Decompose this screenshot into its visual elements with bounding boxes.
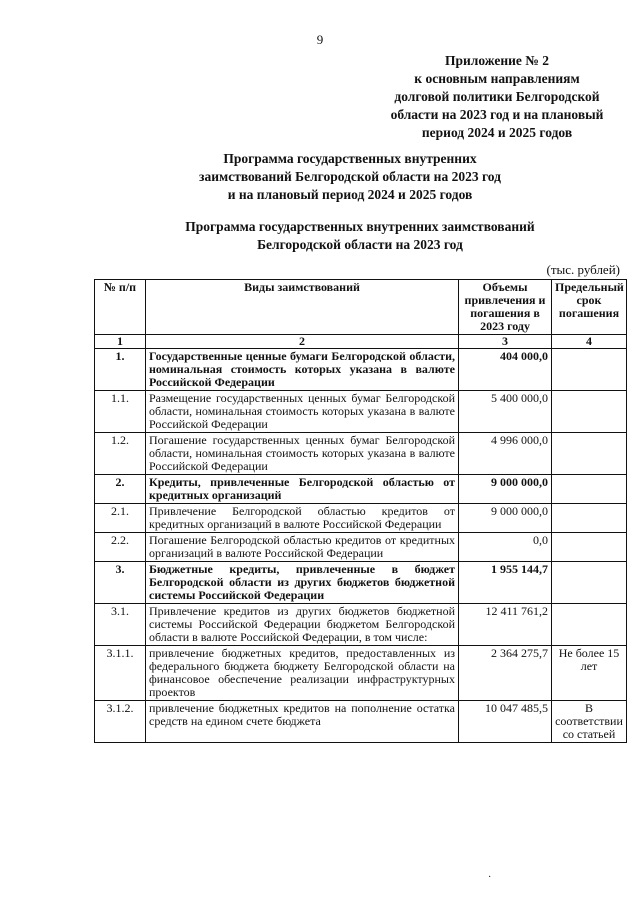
row-term — [552, 391, 627, 433]
scan-mark: · — [488, 872, 492, 883]
program-title-line-2: заимствований Белгородской области на 2023 год — [199, 169, 501, 184]
table-row — [95, 646, 627, 701]
table-row — [95, 701, 627, 743]
row-name: Привлечение кредитов из других бюджетов бюджетной системы Российской Федерации бюджетом Белгородской области в валюте Российской Федерации, в том числе: — [146, 604, 459, 646]
index-term: 4 — [552, 335, 627, 349]
row-volume: 2 364 275,7 — [459, 646, 552, 701]
page-number: 9 — [316, 32, 324, 47]
row-num: 2.1. — [95, 504, 146, 533]
appendix-heading — [372, 52, 622, 142]
table-row — [95, 562, 627, 604]
table-row — [95, 533, 627, 562]
row-name: привлечение бюджетных кредитов на пополнение остатка средств на едином счете бюджета — [146, 701, 459, 743]
program-subtitle — [150, 218, 570, 254]
row-num: 2. — [95, 475, 146, 504]
row-volume: 5 400 000,0 — [459, 391, 552, 433]
header-name: Виды заимствований — [146, 280, 459, 335]
row-name: Погашение государственных ценных бумаг Белгородской области, номинальная стоимость которых указана в валюте Российской Федерации — [146, 433, 459, 475]
row-volume: 12 411 761,2 — [459, 604, 552, 646]
appendix-line-2: к основным направлениям — [414, 71, 580, 86]
row-num: 3.1.1. — [95, 646, 146, 701]
row-term — [552, 533, 627, 562]
row-name: Привлечение Белгородской областью кредитов от кредитных организаций в валюте Российской Федерации — [146, 504, 459, 533]
appendix-line-4: области на 2023 год и на плановый — [390, 107, 604, 122]
row-name: Кредиты, привлеченные Белгородской областью от кредитных организаций — [146, 475, 459, 504]
row-volume: 10 047 485,5 — [459, 701, 552, 743]
row-term: Не более 15 лет — [552, 646, 627, 701]
table-row — [95, 433, 627, 475]
row-term — [552, 433, 627, 475]
index-name: 2 — [146, 335, 459, 349]
column-index-row — [95, 335, 627, 349]
row-term — [552, 349, 627, 391]
row-num: 2.2. — [95, 533, 146, 562]
appendix-line-1: Приложение № 2 — [445, 53, 549, 68]
index-volume: 3 — [459, 335, 552, 349]
subtitle-line-2: Белгородской области на 2023 год — [257, 237, 463, 252]
appendix-line-3: долговой политики Белгородской — [394, 89, 600, 104]
header-volume: Объемы привлечения и погашения в 2023 году — [459, 280, 552, 335]
header-term: Предельный срок погашения — [552, 280, 627, 335]
program-title — [170, 150, 530, 204]
row-num: 1.1. — [95, 391, 146, 433]
row-name: Погашение Белгородской областью кредитов от кредитных организаций в валюте Российской Федерации — [146, 533, 459, 562]
appendix-line-5: период 2024 и 2025 годов — [421, 125, 573, 140]
row-term: В соответствии со статьей — [552, 701, 627, 743]
row-term — [552, 604, 627, 646]
table-header-row — [95, 280, 627, 335]
row-volume: 9 000 000,0 — [459, 504, 552, 533]
header-num: № п/п — [95, 280, 146, 335]
row-volume: 4 996 000,0 — [459, 433, 552, 475]
row-volume: 404 000,0 — [459, 349, 552, 391]
table-row — [95, 504, 627, 533]
row-num: 3.1.2. — [95, 701, 146, 743]
row-num: 3. — [95, 562, 146, 604]
table-row — [95, 604, 627, 646]
program-title-line-1: Программа государственных внутренних — [223, 151, 477, 166]
row-term — [552, 562, 627, 604]
row-name: Государственные ценные бумаги Белгородской области, номинальная стоимость которых указана в валюте Российской Федерации — [146, 349, 459, 391]
row-name: Размещение государственных ценных бумаг Белгородской области, номинальная стоимость которых указана в валюте Российской Федерации — [146, 391, 459, 433]
row-num: 1.2. — [95, 433, 146, 475]
row-volume: 0,0 — [459, 533, 552, 562]
row-num: 1. — [95, 349, 146, 391]
row-term — [552, 475, 627, 504]
row-volume: 9 000 000,0 — [459, 475, 552, 504]
row-name: Бюджетные кредиты, привлеченные в бюджет Белгородской области из других бюджетов бюджетной системы Российской Федерации — [146, 562, 459, 604]
index-num: 1 — [95, 335, 146, 349]
row-num: 3.1. — [95, 604, 146, 646]
row-name: привлечение бюджетных кредитов, предоставленных из федерального бюджета бюджету Белгородской области на финансовое обеспечение реализации инфраструктурных проектов — [146, 646, 459, 701]
units-note: (тыс. рублей) — [546, 262, 620, 277]
table-row — [95, 349, 627, 391]
program-title-line-3: и на плановый период 2024 и 2025 годов — [227, 187, 473, 202]
row-term — [552, 504, 627, 533]
table-row — [95, 391, 627, 433]
borrowings-table — [94, 279, 627, 743]
subtitle-line-1: Программа государственных внутренних заимствований — [185, 219, 535, 234]
table-row — [95, 475, 627, 504]
row-volume: 1 955 144,7 — [459, 562, 552, 604]
